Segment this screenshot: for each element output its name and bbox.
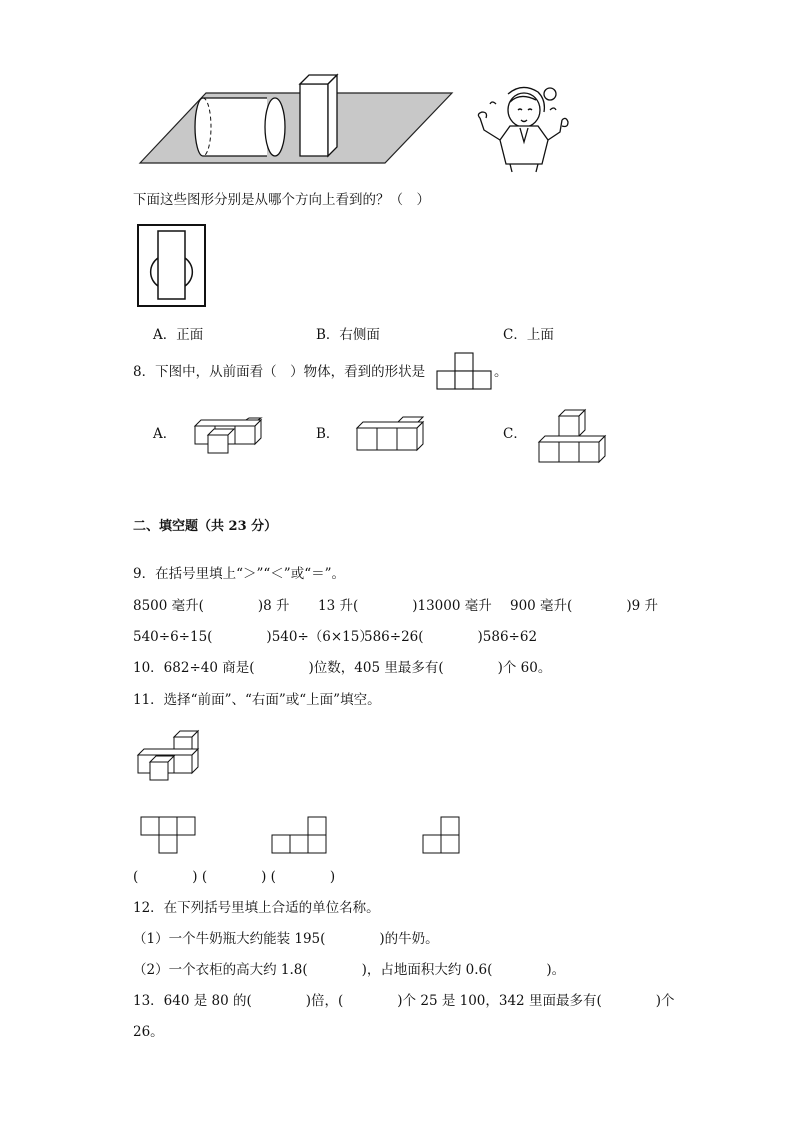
q12-title: 12．在下列括号里填上合适的单位名称。: [133, 900, 380, 916]
q8-option-c-label[interactable]: C．: [503, 426, 527, 442]
q8-question: 8．下图中，从前面看（ ）物体，看到的形状是: [133, 364, 426, 380]
q11-view-2: [271, 816, 331, 856]
q8-option-a-label[interactable]: A．: [153, 426, 177, 442]
q9-item-2[interactable]: 13 升( )13000 毫升: [318, 598, 492, 614]
q8-option-c-shape[interactable]: [537, 408, 609, 468]
q8-question-end: 。: [494, 364, 508, 380]
q7-option-a[interactable]: A．正面: [153, 327, 204, 343]
q11-cube-stack: [136, 730, 206, 784]
q7-option-b[interactable]: B．右侧面: [316, 327, 380, 343]
q8-option-a-shape[interactable]: [193, 418, 265, 458]
q8-option-b-label[interactable]: B．: [316, 426, 340, 442]
q8-option-b-shape[interactable]: [355, 414, 427, 454]
q9-item-4[interactable]: 540÷6÷15( )540÷（6×15）: [133, 629, 373, 645]
q7-question: 下面这些图形分别是从哪个方向上看到的？（ ）: [133, 192, 430, 208]
q10-text[interactable]: 10．682÷40 商是( )位数，405 里最多有( )个 60。: [133, 660, 552, 676]
q9-item-1[interactable]: 8500 毫升( )8 升: [133, 598, 290, 614]
q7-view-figure: [137, 224, 207, 308]
q11-title: 11．选择“前面”、“右面”或“上面”填空。: [133, 692, 381, 708]
q13-line-2: 26。: [133, 1024, 164, 1040]
q11-view-3: [422, 816, 466, 856]
q11-answer-blanks[interactable]: ( ) ( ) ( ): [133, 869, 336, 885]
q12-line-2[interactable]: （2）一个衣柜的高大约 1.8( )，占地面积大约 0.6( )。: [133, 962, 566, 978]
cuboid-shape: [300, 75, 337, 156]
q8-target-shape: [437, 352, 497, 392]
girl-illustration: [470, 80, 570, 180]
cylinder-shape: [195, 98, 285, 156]
q9-title: 9．在括号里填上“＞”“＜”或“＝”。: [133, 566, 345, 582]
cylinder-cuboid-figure: [0, 0, 794, 200]
base-plane: [140, 93, 452, 163]
q11-view-1: [140, 816, 200, 856]
section-2-title: 二、填空题（共 23 分）: [133, 519, 278, 534]
q9-item-5[interactable]: 586÷26( )586÷62: [364, 629, 538, 645]
q7-option-c[interactable]: C．上面: [503, 327, 554, 343]
q13-line-1[interactable]: 13．640 是 80 的( )倍，( )个 25 是 100，342 里面最多有( )个: [133, 993, 675, 1009]
q12-line-1[interactable]: （1）一个牛奶瓶大约能装 195( )的牛奶。: [133, 931, 439, 947]
q9-item-3[interactable]: 900 毫升( )9 升: [510, 598, 658, 614]
